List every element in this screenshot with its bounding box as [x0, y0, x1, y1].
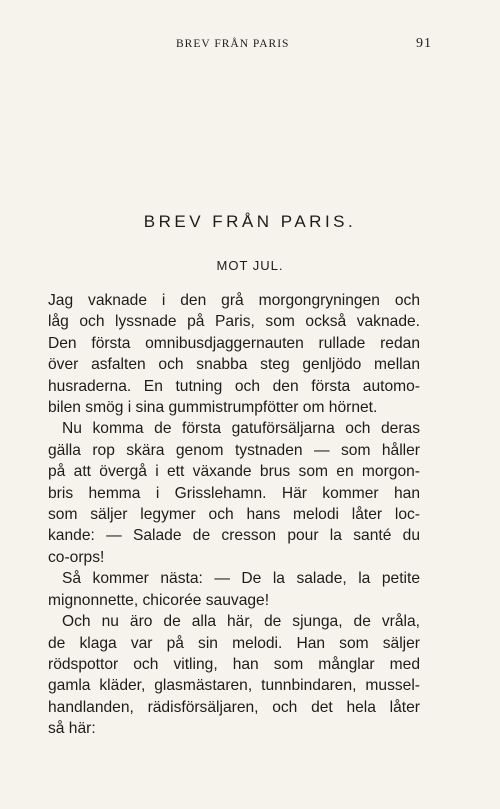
text-line: co-orps! [48, 548, 105, 566]
text-line: som säljer legymer och hans melodi låter loc- [48, 506, 420, 524]
text-line: Och nu äro de alla här, de sjunga, de vråla, [62, 613, 420, 631]
text-line: mignonnette, chicorée sauvage! [48, 591, 270, 609]
text-line: Jag vaknade i den grå morgongryningen och [48, 292, 420, 309]
text-line: de klaga var på sin melodi. Han som säljer [48, 634, 420, 652]
text-line: Så kommer nästa: — De la salade, la petite [62, 570, 420, 588]
text-line: Nu komma de första gatuförsäljarna och deras [62, 420, 420, 438]
text-line: låg och lyssnade på Paris, som också vaknade. [48, 313, 420, 331]
body-text [48, 290, 420, 740]
text-line: över asfalten och snabba steg genljödo mellan [48, 356, 420, 374]
text-line: gamla kläder, glasmästaren, tunnbindaren, mussel- [48, 677, 420, 695]
text-line: handlanden, rädisförsäljaren, och det hela låter [48, 698, 420, 716]
text-line: rödspottor och vitling, han som månglar med [48, 655, 420, 673]
text-line: husraderna. En tutning och den första automo- [48, 377, 420, 395]
text-line: bris hemma i Grisslehamn. Här kommer han [48, 484, 420, 502]
text-line: kande: — Salade de cresson pour la santé du [48, 527, 420, 545]
running-title: BREV FRÅN PARIS [176, 38, 290, 50]
chapter-title: BREV FRÅN PARIS. [143, 212, 357, 231]
page-number: 91 [416, 36, 432, 51]
text-line: på att övergå i ett växande brus som en morgon- [48, 463, 420, 481]
text-line: så här: [48, 720, 96, 738]
text-line: gälla rop skära genom tystnaden — som håller [48, 441, 420, 459]
chapter-subtitle: MOT JUL. [216, 258, 284, 273]
text-line: Den första omnibusdjaggernauten rullade redan [48, 334, 420, 352]
text-line: bilen smög i sina gummistrumpfötter om hörnet. [48, 399, 378, 417]
